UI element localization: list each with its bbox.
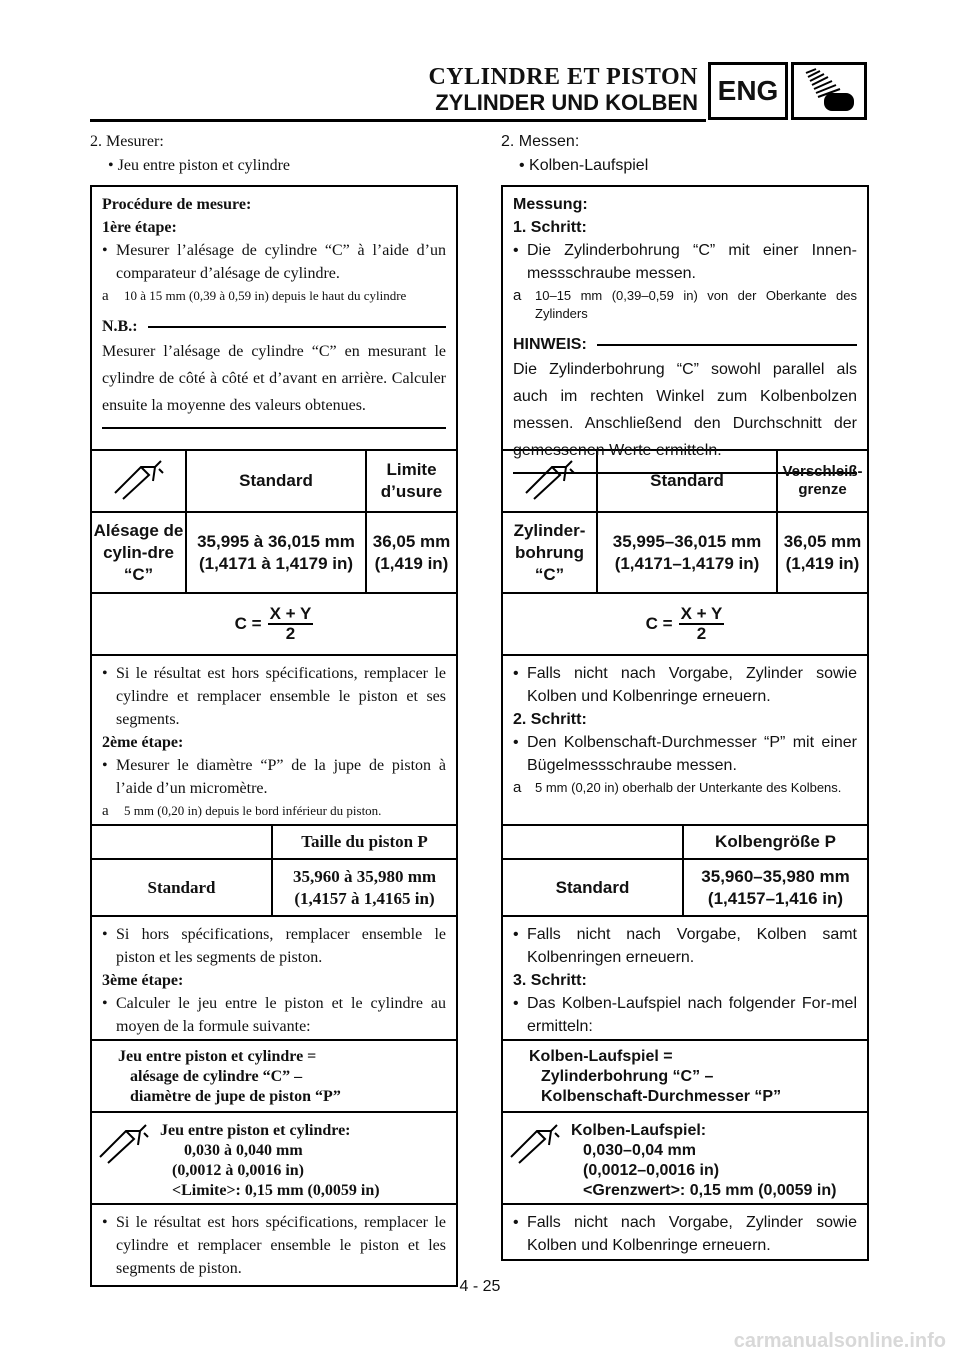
header-rule bbox=[90, 119, 706, 122]
nb-text: Die Zylinderbohrung “C” sowohl parallel als auch im rechten Winkel zum Kolbenbolzen messen. Anschließend den Durchschnitt der gemessenen Werte ermitteln. bbox=[513, 361, 857, 459]
row-limit: 36,05 mm (1,419 in) bbox=[366, 512, 456, 592]
procedure-title: Procédure de mesure: bbox=[102, 196, 252, 213]
clearance-spec: Kolben-Laufspiel: 0,030–0,04 mm (0,0012–0,0016 in) <Grenzwert>: 0,15 mm (0,0059 in) bbox=[503, 1111, 867, 1203]
piston-size-head: Taille du piston P bbox=[272, 825, 456, 859]
final-bullet: • Si le résultat est hors spécifications, remplacer le cylindre et remplacer ensemble le piston et les segments de piston. bbox=[92, 1203, 456, 1285]
col-limit: Verschleiß-grenze bbox=[777, 450, 867, 512]
spec-table-bore bbox=[503, 449, 867, 592]
clearance-formula: Jeu entre piston et cylindre = alésage de cylindre “C” – diamètre de jupe de piston “P” bbox=[92, 1039, 456, 1111]
nb-heading: HINWEIS: bbox=[513, 333, 857, 356]
page-title-de: ZYLINDER UND KOLBEN bbox=[435, 90, 698, 115]
piston-standard-value: 35,960 à 35,980 mm (1,4157 à 1,4165 in) bbox=[272, 859, 456, 915]
step2-bullet: • Mesurer le diamètre “P” de la jupe de piston à l’aide d’un micromètre. bbox=[102, 757, 446, 797]
step3-bullet: • Calculer le jeu entre le piston et le cylindre au moyen de la formule suivante: bbox=[102, 995, 446, 1035]
step1-note: a 10 à 15 mm (0,39 à 0,59 in) depuis le haut du cylindre bbox=[102, 288, 407, 304]
nb-end-rule bbox=[102, 427, 446, 429]
page-title-fr: CYLINDRE ET PISTON bbox=[428, 64, 698, 90]
col-standard: Standard bbox=[597, 450, 777, 512]
step2-note: a 5 mm (0,20 in) depuis le bord inférieur du piston. bbox=[102, 803, 382, 819]
procedure-step1 bbox=[503, 187, 867, 459]
procedure-title: Messung: bbox=[513, 196, 588, 213]
watermark: carmanualsonline.info bbox=[733, 1330, 946, 1352]
procedure-step1 bbox=[92, 187, 456, 449]
piston-standard-value: 35,960–35,980 mm (1,4157–1,416 in) bbox=[683, 859, 867, 915]
row-standard: 35,995–36,015 mm (1,4171–1,4179 in) bbox=[597, 512, 777, 592]
engine-icon bbox=[791, 62, 867, 120]
step3-bullet: • Das Kolben-Laufspiel nach folgender For-mel ermitteln: bbox=[513, 995, 857, 1035]
piston-size-head: Kolbengröße P bbox=[683, 825, 867, 859]
step1-bullet: • Die Zylinderbohrung “C” mit einer Innen-messschraube messen. bbox=[513, 242, 857, 282]
clearance-formula: Kolben-Laufspiel = Zylinderbohrung “C” – Kolbenschaft-Durchmesser “P” bbox=[503, 1039, 867, 1111]
step-item: • Jeu entre piston et cylindre bbox=[108, 157, 290, 174]
replace-bullet: • Si le résultat est hors spécifications, remplacer le cylindre et remplacer ensemble le piston et ses segments. bbox=[102, 665, 446, 728]
replace-bullet: • Falls nicht nach Vorgabe, Zylinder sowie Kolben und Kolbenringe erneuern. bbox=[513, 665, 857, 705]
final-bullet: • Falls nicht nach Vorgabe, Zylinder sowie Kolben und Kolbenringe erneuern. bbox=[503, 1203, 867, 1259]
step-heading: 2. Mesurer: bbox=[90, 133, 164, 150]
col-limit: Limite d’usure bbox=[366, 450, 456, 512]
procedure-step3 bbox=[92, 915, 456, 1039]
piston-standard-label: Standard bbox=[503, 859, 683, 915]
formula-c: C = $\frac{X + Y}{2}$ bbox=[503, 592, 867, 654]
clearance-spec: Jeu entre piston et cylindre: 0,030 à 0,040 mm (0,0012 à 0,0016 in) <Limite>: 0,15 mm (0,0059 in) bbox=[92, 1111, 456, 1203]
step3-label: 3ème étape: bbox=[102, 972, 184, 989]
row-label: Alésage de cylin-dre “C” bbox=[92, 512, 186, 592]
intro bbox=[501, 130, 869, 185]
procedure-step2 bbox=[92, 654, 456, 824]
row-limit: 36,05 mm (1,419 in) bbox=[777, 512, 867, 592]
step1-bullet: • Mesurer l’alésage de cylindre “C” à l’aide d’un comparateur d’alésage de cylindre. bbox=[102, 242, 446, 282]
step2-label: 2ème étape: bbox=[102, 734, 184, 751]
row-standard: 35,995 à 36,015 mm (1,4171 à 1,4179 in) bbox=[186, 512, 366, 592]
page-number: 4 - 25 bbox=[459, 1278, 501, 1295]
piston-standard-label: Standard bbox=[92, 859, 272, 915]
row-label: Zylinder-bohrung “C” bbox=[503, 512, 597, 592]
caliper-icon bbox=[503, 1113, 567, 1203]
nb-text: Mesurer l’alésage de cylindre “C” en mesurant le cylindre de côté à côté et d’avant en arrière. Calculer ensuite la moyenne des valeurs obtenues. bbox=[102, 343, 446, 414]
column-french bbox=[90, 130, 458, 1287]
intro bbox=[90, 130, 458, 185]
caliper-icon bbox=[92, 450, 186, 512]
piston-bullet: • Si hors spécifications, remplacer ensemble le piston et les segments de piston. bbox=[102, 926, 446, 966]
col-standard: Standard bbox=[186, 450, 366, 512]
spec-table-piston bbox=[503, 824, 867, 915]
procedure-box bbox=[90, 185, 458, 1287]
step2-note: a 5 mm (0,20 in) oberhalb der Unterkante des Kolbens. bbox=[513, 779, 842, 796]
procedure-step3 bbox=[503, 915, 867, 1039]
step-item: • Kolben-Laufspiel bbox=[519, 157, 649, 174]
step1-label: 1. Schritt: bbox=[513, 219, 587, 236]
caliper-icon bbox=[92, 1113, 156, 1203]
step1-note: a 10–15 mm (0,39–0,59 in) von der Oberkante des Zylinders bbox=[513, 287, 857, 321]
step2-label: 2. Schritt: bbox=[513, 711, 587, 728]
formula-c: C = $\frac{X + Y}{2}$ bbox=[92, 592, 456, 654]
procedure-box bbox=[501, 185, 869, 1261]
column-german bbox=[501, 130, 869, 1261]
spec-table-piston bbox=[92, 824, 456, 915]
step2-bullet: • Den Kolbenschaft-Durchmesser “P” mit einer Bügelmessschraube messen. bbox=[513, 734, 857, 774]
piston-bullet: • Falls nicht nach Vorgabe, Kolben samt Kolbenringen erneuern. bbox=[513, 926, 857, 966]
nb-heading: N.B.: bbox=[102, 315, 446, 338]
step3-label: 3. Schritt: bbox=[513, 972, 587, 989]
spec-table-bore bbox=[92, 449, 456, 592]
step-heading: 2. Messen: bbox=[501, 133, 580, 150]
section-badge: ENG bbox=[708, 62, 788, 120]
step1-label: 1ère étape: bbox=[102, 219, 177, 236]
procedure-step2 bbox=[503, 654, 867, 824]
